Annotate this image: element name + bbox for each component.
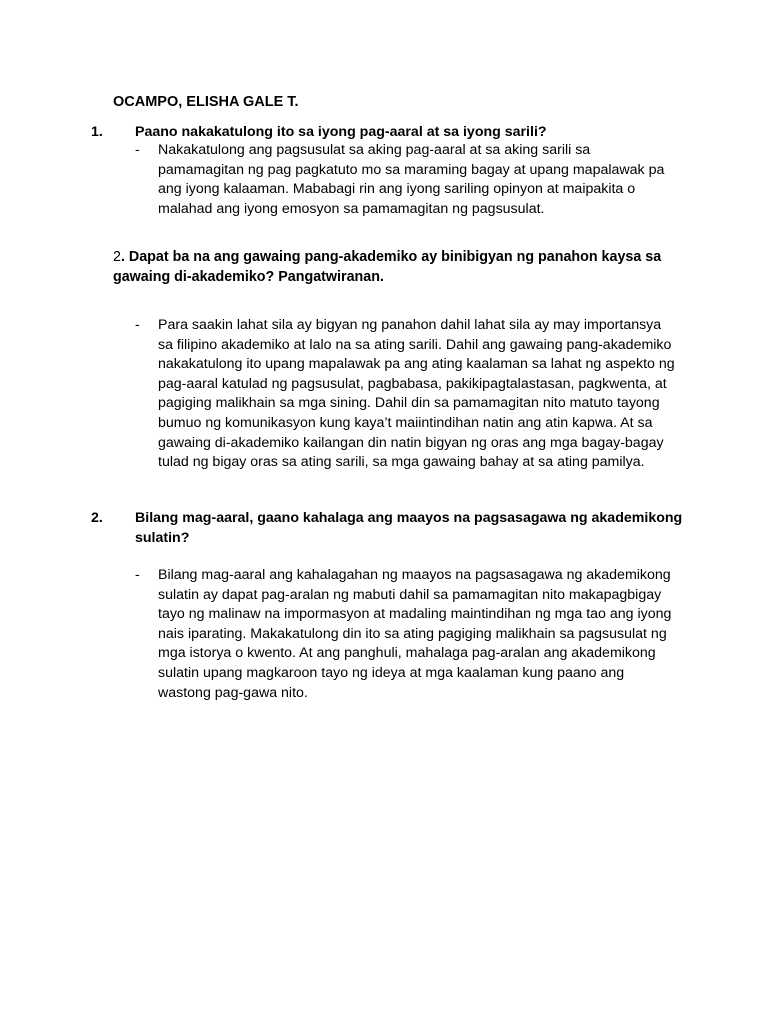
answer-1 [135, 141, 680, 219]
answer-2 [135, 316, 680, 473]
question-1-text: Paano nakakatulong ito sa iyong pag-aaral at sa iyong sarili? [135, 124, 547, 140]
question-3-number: 2. [91, 510, 103, 526]
answer-3 [135, 566, 680, 703]
answer-1-bullet: - [135, 142, 140, 158]
question-2 [113, 248, 673, 287]
question-1 [91, 123, 695, 143]
answer-3-text: Bilang mag-aaral ang kahalagahan ng maayos na pagsasagawa ng akademikong sulatin ay dapat pag-aralan ng mabuti dahil sa pamamagitan nito makapagbigay tayo ng malinaw na impormasyon at madaling maintindihan ng mga tao ang iyong nais iparating. Makakatulong din ito sa ating pagiging malikhain sa pagsusulat ng mga istorya o kwento. At ang panghuli, mahalaga pag-aralan ang akademikong sulatin upang magkaroon tayo ng ideya at mga kaalaman kung paano ang wastong pag-gawa nito. [158, 567, 672, 701]
question-2-text: . Dapat ba na ang gawaing pang-akademiko ay binibigyan ng panahon kaysa sa gawaing di-akademiko? Pangatwiranan. [113, 249, 662, 285]
question-2-number: 2 [113, 249, 121, 265]
question-3 [91, 509, 695, 548]
question-3-text: Bilang mag-aaral, gaano kahalaga ang maayos na pagsasagawa ng akademikong sulatin? [135, 510, 683, 546]
question-1-number: 1. [91, 124, 103, 140]
answer-2-bullet: - [135, 317, 140, 333]
answer-2-text: Para saakin lahat sila ay bigyan ng panahon dahil lahat sila ay may importansya sa filipino akademiko at lalo na sa ating sarili. Dahil ang gawaing pang-akademiko nakakatulong ito upang mapalawak pa ang ating kaalaman sa lahat ng aspekto ng pag-aaral katulad ng pagsusulat, pagbabasa, pakikipagtalastasan, pagkwenta, at pagiging malikhain sa mga sining. Dahil din sa pamamagitan nito matuto tayong bumuo ng komunikasyon kung kaya’t maiintindihan natin ang atin kapwa. At sa gawaing di-akademiko kailangan din natin bigyan ng oras ang mga bagay-bagay tulad ng bigay oras sa ating sarili, sa mga gawaing bahay at sa ating pamilya. [158, 317, 675, 471]
answer-3-bullet: - [135, 567, 140, 583]
answer-1-text: Nakakatulong ang pagsusulat sa aking pag-aaral at sa aking sarili sa pamamagitan ng pag pagkatuto mo sa maraming bagay at upang mapalawak pa ang iyong kalaaman. Mababagi rin ang iyong sariling opinyon at maipakita o malahad ang iyong emosyon sa pamamagitan ng pagsusulat. [158, 142, 665, 217]
author-name: OCAMPO, ELISHA GALE T. [113, 94, 299, 110]
